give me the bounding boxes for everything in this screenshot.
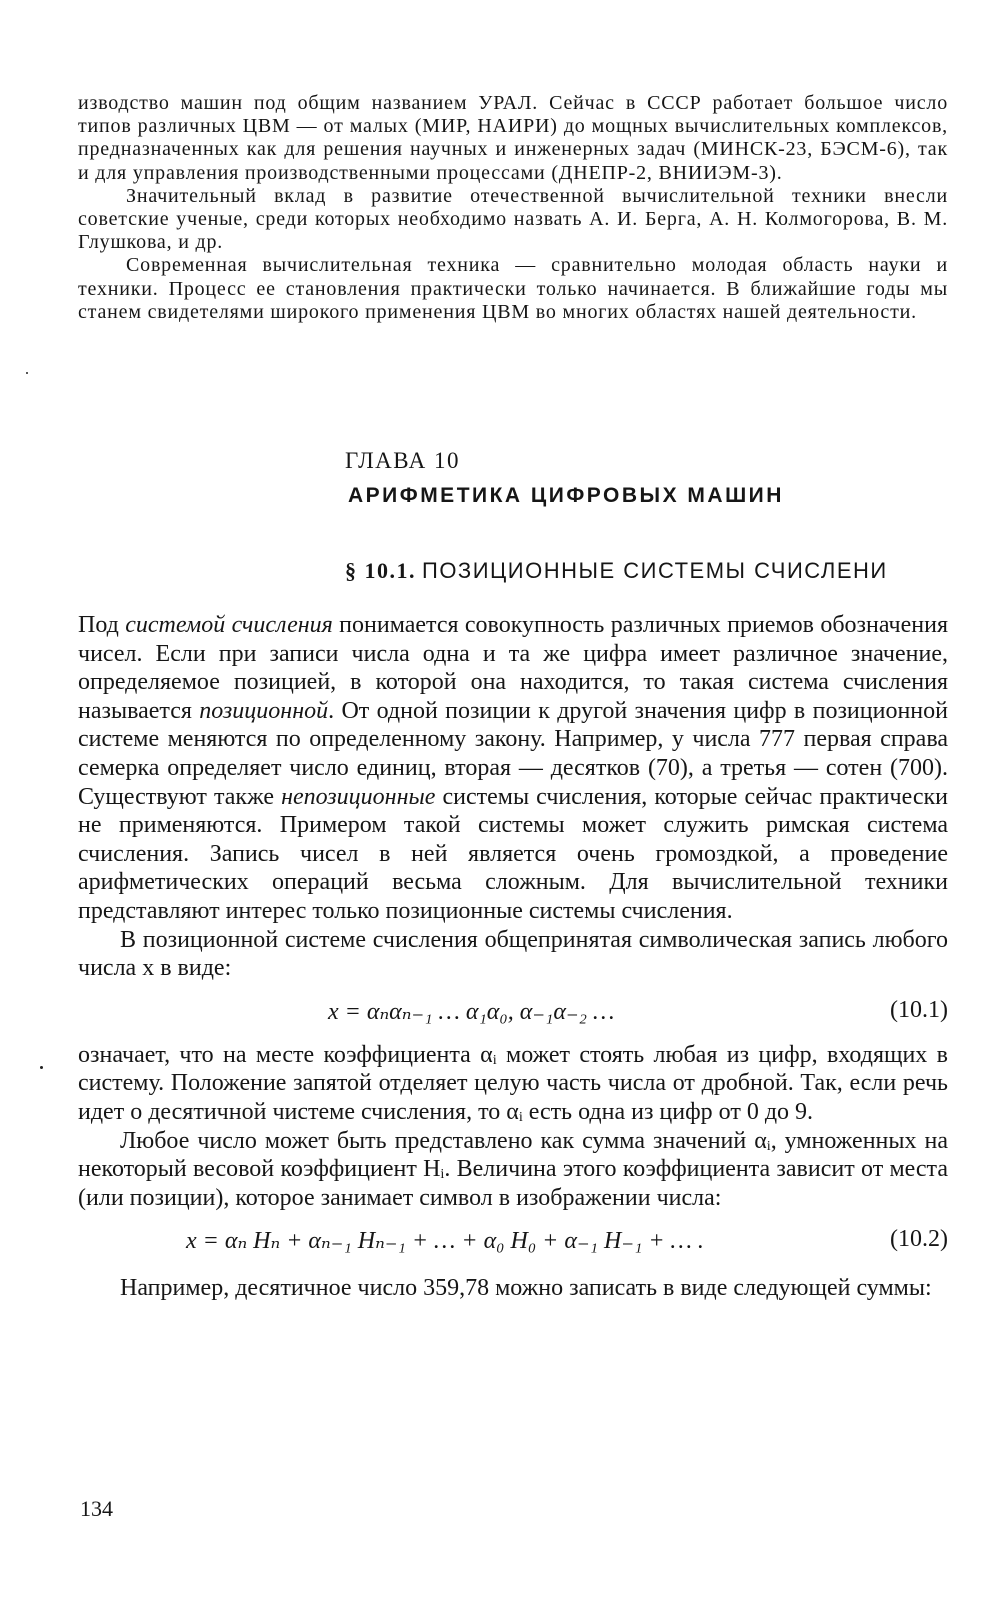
paragraph-coefficient: означает, что на месте коэффициента αᵢ может стоять любая из цифр, входящих в систему. Положение запятой отделяет целую часть числа от дробной. Так, если речь идет о десятичной чистеме счисления, то αᵢ есть одна из цифр от 0 до 9. [78,1041,948,1125]
paragraph-notation: В позиционной системе счисления общепринятая символическая запись любого числа x в виде: [78,926,948,982]
section-title: ПОЗИЦИОННЫЕ СИСТЕМЫ СЧИСЛЕНИ [422,558,888,583]
equation-number: (10.1) [890,996,948,1023]
formula-10-2 [78,1212,948,1274]
section-heading [345,558,888,584]
paragraph-continuation: изводство машин под общим названием УРАЛ. Сейчас в СССР работает большое число типов различных ЦВМ — от малых (МИР, НАИРИ) до мощных вычислительных комплексов, предназначенных как для решения научных и инженерных задач (МИНСК-23, БЭСМ-6), так и для управления производственными процессами (ДНЕПР-2, ВНИИЭМ-3). [78,92,948,184]
paragraph-example: Например, десятичное число 359,78 можно записать в виде следующей суммы: [120,1275,932,1302]
paragraph-contributors: Значительный вклад в развитие отечественной вычислительной техники внесли советские ученые, среди которых необходимо назвать А. И. Берга, А. Н. Колмогорова, В. М. Глушкова, и др. [78,184,948,254]
formula-expression: x = αₙαₙ₋₁ … α₁α₀, α₋₁α₋₂ … [328,998,615,1025]
term-non-positional: непозиционные [281,783,436,810]
equation-number: (10.2) [890,1226,948,1253]
chapter-label: ГЛАВА 10 [345,448,461,473]
formula-10-1 [78,983,948,1041]
term-number-system: системой счисления [125,612,333,638]
paragraph-modern-computing: Современная вычислительная техника — сравнительно молодая область науки и техники. Процесс ее становления практически только начинается. В ближайшие годы мы станем свидетелями широкого применения ЦВМ во многих областях нашей деятельности. [78,254,948,323]
main-text-block [78,611,948,1303]
chapter-title: АРИФМЕТИКА ЦИФРОВЫХ МАШИН [348,484,784,507]
print-speck [26,372,28,374]
paragraph-definition: Под системой счисления понимается совокупность различных приемов обозначения чисел. Если при записи числа одна и та же цифра имеет различное значение, определяемое позицией, в которой она находится, то такая система счисления называется позиционной. От одной позиции к другой значения цифр в позиционной системе меняются по определенному закону. Например, у числа 777 первая справа семерка определяет число единиц, вторая — десятков (70), а третья — сотен (700). Существуют также непозиционные системы счисления, которые сейчас практически не применяются. Примером такой системы может служить римская система счисления. Запись чисел в ней является очень громоздкой, а проведение арифметических операций весьма сложным. Для вычислительной техники представляют интерес только позиционные системы счисления. [78,612,949,924]
top-text-block [78,92,948,324]
paragraph-weights: Любое число может быть представлено как сумма значений αᵢ, умноженных на некоторый весовой коэффициент Hᵢ. Величина этого коэффициента зависит от места (или позиции), которое занимает символ в изображении числа: [78,1127,948,1211]
section-number: § 10.1. [345,558,416,583]
print-speck [40,1066,43,1069]
page-number: 134 [80,1496,113,1521]
formula-expression: x = αₙ Hₙ + αₙ₋₁ Hₙ₋₁ + … + α₀ H₀ + α₋₁ H₋₁ + … . [186,1228,704,1255]
term-positional: позиционной [199,697,329,724]
